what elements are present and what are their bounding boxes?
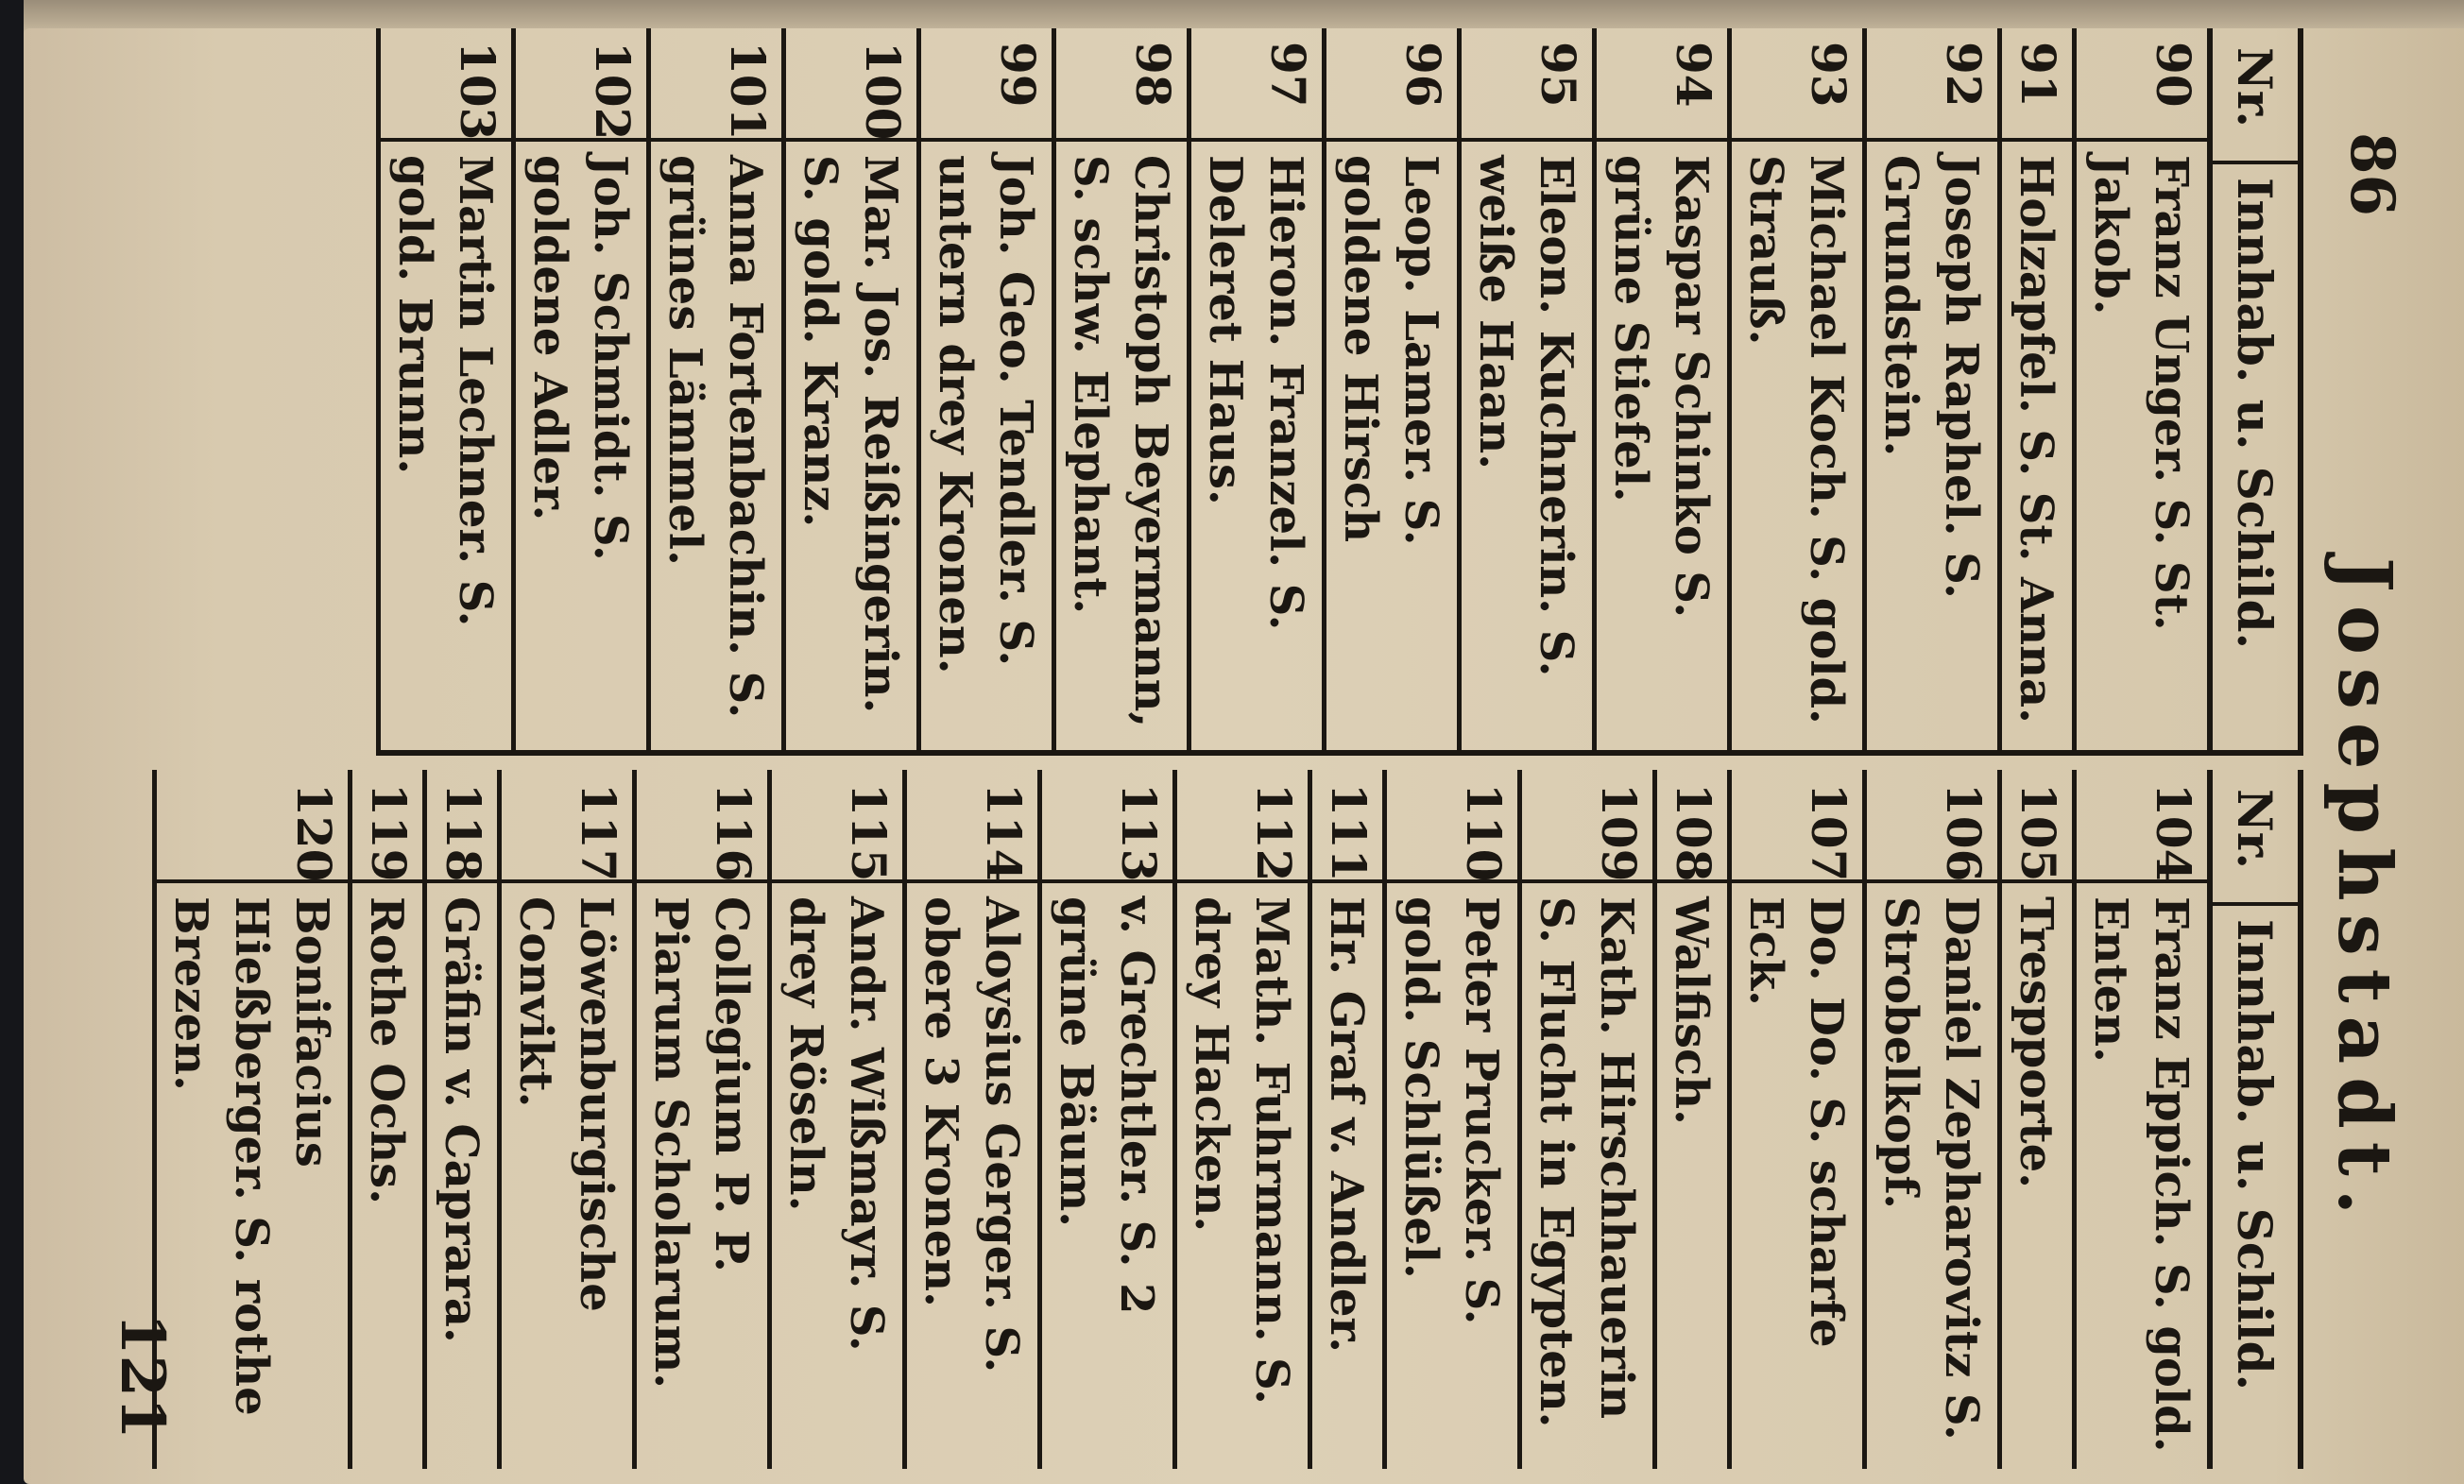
- table-row: [1308, 770, 1382, 1469]
- house-number: 114: [907, 770, 1037, 883]
- table-row: [376, 28, 511, 756]
- table-row: [1592, 28, 1727, 756]
- table-row: [1862, 28, 1997, 756]
- house-number: 96: [1326, 28, 1457, 142]
- owner-and-sign: Hr. Graf v. Andler.: [1320, 896, 1373, 1353]
- table-row: [1727, 28, 1862, 756]
- owner-and-sign: Joseph Raphel. S. Grundstein.: [1874, 155, 1988, 599]
- table-row: [1052, 28, 1187, 756]
- owner-and-sign: Franz Unger. S. St. Jakob.: [2084, 155, 2198, 631]
- left-header: [2207, 28, 2303, 756]
- table-row: [348, 770, 422, 1469]
- table-row: [422, 770, 497, 1469]
- owner-and-sign: Michael Koch. S. gold. Strauß.: [1739, 155, 1853, 725]
- right-rows: [152, 770, 2207, 1469]
- owner-and-sign: Löwenburgische Convikt.: [509, 896, 623, 1312]
- owner-and-sign: Gräfin v. Caprara.: [435, 896, 488, 1343]
- owner-and-sign: Aloysius Gerger. S. obere 3 Kronen.: [915, 896, 1028, 1373]
- house-number: 102: [516, 28, 646, 142]
- table-row: [2072, 770, 2207, 1469]
- owner-and-sign: Hieron. Franzel. S. Deleret Haus.: [1199, 155, 1312, 631]
- table-row: [497, 770, 632, 1469]
- address-table: [164, 28, 2303, 1484]
- house-number: 117: [502, 770, 632, 883]
- owner-and-sign: Eleon. Kuchnerin. S. weiße Haan.: [1469, 155, 1583, 677]
- owner-and-sign: Collegium P. P. Piarum Scholarum.: [644, 896, 758, 1389]
- house-number: 118: [427, 770, 497, 883]
- owner-and-sign: Franz Eppich. S. gold. Enten.: [2084, 896, 2198, 1453]
- table-row: [916, 28, 1052, 756]
- owner-and-sign: Joh. Geo. Tendler. S. untern drey Kronen.: [929, 155, 1042, 674]
- owner-and-sign: Do. Do. S. scharfe Eck.: [1739, 896, 1853, 1348]
- folio-number: 121: [107, 1313, 178, 1440]
- running-head: [2303, 28, 2407, 1484]
- house-number: 97: [1191, 28, 1322, 142]
- house-number: 112: [1177, 770, 1308, 883]
- right-header-text: Innhab. u. Schild.: [2227, 919, 2284, 1391]
- left-header-nr: Nr.: [2213, 28, 2298, 164]
- owner-and-sign: Bonifacius Hießberger. S. rothe Brezen.: [164, 896, 338, 1416]
- owner-and-sign: Peter Prucker. S. gold. Schlüßel.: [1395, 896, 1508, 1325]
- table-row: [1997, 28, 2072, 756]
- house-number: 106: [1867, 770, 1997, 883]
- left-rows: [376, 28, 2207, 756]
- right-column: [164, 770, 2303, 1469]
- owner-and-sign: Anna Fortenbachin. S. grünes Lämmel.: [659, 155, 772, 719]
- right-header-nr: Nr.: [2213, 770, 2298, 906]
- house-number: 93: [1732, 28, 1862, 142]
- house-number: 90: [2077, 28, 2207, 142]
- house-number: 91: [2002, 28, 2072, 142]
- table-row: [646, 28, 781, 756]
- table-row: [1382, 770, 1517, 1469]
- owner-and-sign: Rothe Ochs.: [360, 896, 413, 1204]
- house-number: 111: [1312, 770, 1382, 883]
- owner-and-sign: Kath. Hirschhauerin S. Flucht in Egypten.: [1530, 896, 1643, 1428]
- owner-and-sign: Leop. Lamer. S. goldene Hirsch: [1334, 155, 1447, 546]
- owner-and-sign: Kaspar Schinko S. grüne Stiefel.: [1604, 155, 1718, 619]
- house-number: 95: [1462, 28, 1592, 142]
- table-row: [2072, 28, 2207, 756]
- house-number: 105: [2002, 770, 2072, 883]
- right-header: [2207, 770, 2303, 1469]
- owner-and-sign: Andr. Wißmayr. S. drey Röseln.: [779, 896, 893, 1352]
- page-title: Josephstadt.: [2321, 557, 2407, 1228]
- table-row: [1037, 770, 1172, 1469]
- house-number: 115: [772, 770, 902, 883]
- house-number: 110: [1387, 770, 1517, 883]
- table-row: [1322, 28, 1457, 756]
- table-row: [632, 770, 767, 1469]
- owner-and-sign: Christoph Beyermann, S. schw. Elephant.: [1064, 155, 1177, 728]
- house-number: 104: [2077, 770, 2207, 883]
- table-row: [902, 770, 1037, 1469]
- house-number: 98: [1056, 28, 1187, 142]
- left-column: [168, 28, 2303, 756]
- house-number: 116: [637, 770, 767, 883]
- table-row: [1187, 28, 1322, 756]
- house-number: 100: [786, 28, 916, 142]
- house-number: 120: [157, 770, 348, 883]
- table-row: [1172, 770, 1308, 1469]
- table-row: [1727, 770, 1862, 1469]
- table-row: [1517, 770, 1652, 1469]
- house-number: 101: [651, 28, 781, 142]
- table-row: [152, 770, 348, 1469]
- house-number: 107: [1732, 770, 1862, 883]
- table-row: [1457, 28, 1592, 756]
- page-number: 86: [2336, 132, 2407, 217]
- house-number: 103: [381, 28, 511, 142]
- house-number: 109: [1522, 770, 1652, 883]
- left-header-text: Innhab. u. Schild.: [2227, 178, 2284, 650]
- table-row: [1862, 770, 1997, 1469]
- owner-and-sign: Joh. Schmidt. S. goldene Adler.: [523, 155, 637, 561]
- owner-and-sign: Math. Fuhrmann. S. drey Hacken.: [1185, 896, 1298, 1405]
- house-number: 99: [921, 28, 1052, 142]
- rotated-page-content: [24, 28, 2464, 1484]
- owner-and-sign: Daniel Zepharovitz S. Strobelkopf.: [1874, 896, 1988, 1441]
- owner-and-sign: Walfisch.: [1665, 896, 1718, 1125]
- owner-and-sign: Trespporte.: [2010, 896, 2062, 1188]
- owner-and-sign: Martin Lechner. S. gold. Brunn.: [388, 155, 502, 627]
- table-row: [767, 770, 902, 1469]
- table-row: [511, 28, 646, 756]
- table-row: [1652, 770, 1727, 1469]
- table-row: [1997, 770, 2072, 1469]
- owner-and-sign: Holzapfel. S. St. Anna.: [2010, 155, 2062, 724]
- owner-and-sign: v. Grechtler. S. 2 grüne Bäum.: [1050, 896, 1163, 1315]
- table-row: [781, 28, 916, 756]
- house-number: 113: [1042, 770, 1172, 883]
- house-number: 92: [1867, 28, 1997, 142]
- house-number: 108: [1657, 770, 1727, 883]
- owner-and-sign: Mar. Jos. Reißingerin. S. gold. Kranz.: [794, 155, 907, 714]
- house-number: 119: [352, 770, 422, 883]
- house-number: 94: [1597, 28, 1727, 142]
